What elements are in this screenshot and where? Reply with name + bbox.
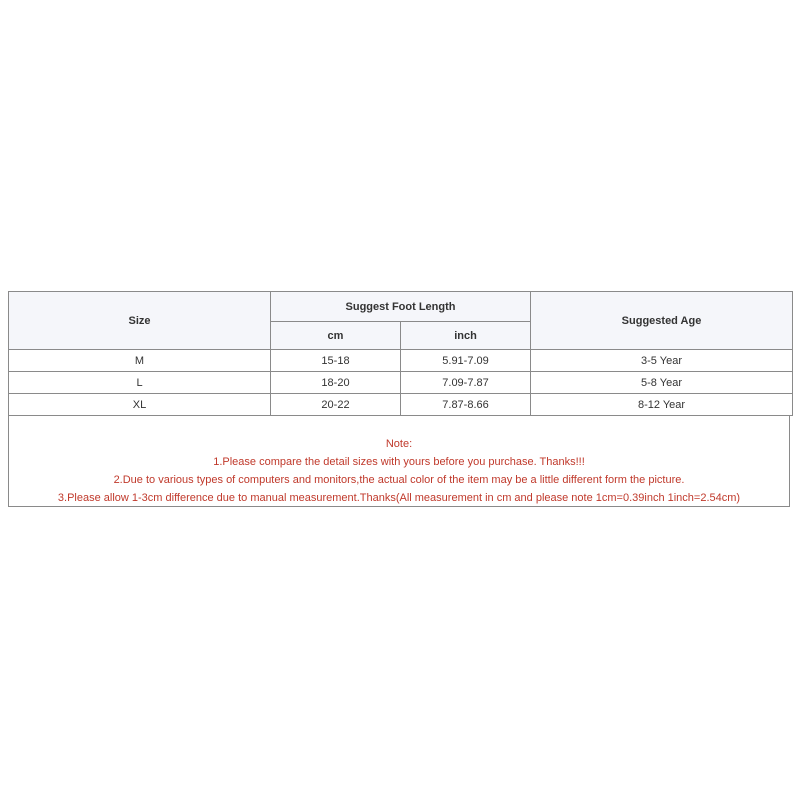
- cell-cm: 15-18: [271, 350, 401, 372]
- cell-size: XL: [9, 394, 271, 416]
- cell-age: 8-12 Year: [531, 394, 793, 416]
- header-row-top: [9, 292, 793, 322]
- cell-cm: 18-20: [271, 372, 401, 394]
- header-cm: cm: [271, 322, 401, 350]
- cell-age: 3-5 Year: [531, 350, 793, 372]
- notes-box: [8, 416, 790, 507]
- note-line-3: 3.Please allow 1-3cm difference due to manual measurement.Thanks(All measurement in cm and please note 1cm=0.39inch 1inch=2.54cm): [57, 492, 741, 504]
- table-row: [9, 350, 793, 372]
- cell-inch: 7.87-8.66: [401, 394, 531, 416]
- cell-inch: 5.91-7.09: [401, 350, 531, 372]
- note-line-2: 2.Due to various types of computers and monitors,the actual color of the item may be a little different form the picture.: [113, 474, 685, 486]
- cell-size: L: [9, 372, 271, 394]
- header-size: Size: [9, 292, 271, 350]
- table-row: [9, 372, 793, 394]
- header-inch: inch: [401, 322, 531, 350]
- table-row: [9, 394, 793, 416]
- header-age: Suggested Age: [531, 292, 793, 350]
- cell-inch: 7.09-7.87: [401, 372, 531, 394]
- cell-cm: 20-22: [271, 394, 401, 416]
- cell-age: 5-8 Year: [531, 372, 793, 394]
- header-foot-length: Suggest Foot Length: [271, 292, 531, 322]
- note-title: Note:: [385, 438, 413, 450]
- size-table: [8, 291, 793, 416]
- note-line-1: 1.Please compare the detail sizes with yours before you purchase. Thanks!!!: [213, 456, 585, 468]
- cell-size: M: [9, 350, 271, 372]
